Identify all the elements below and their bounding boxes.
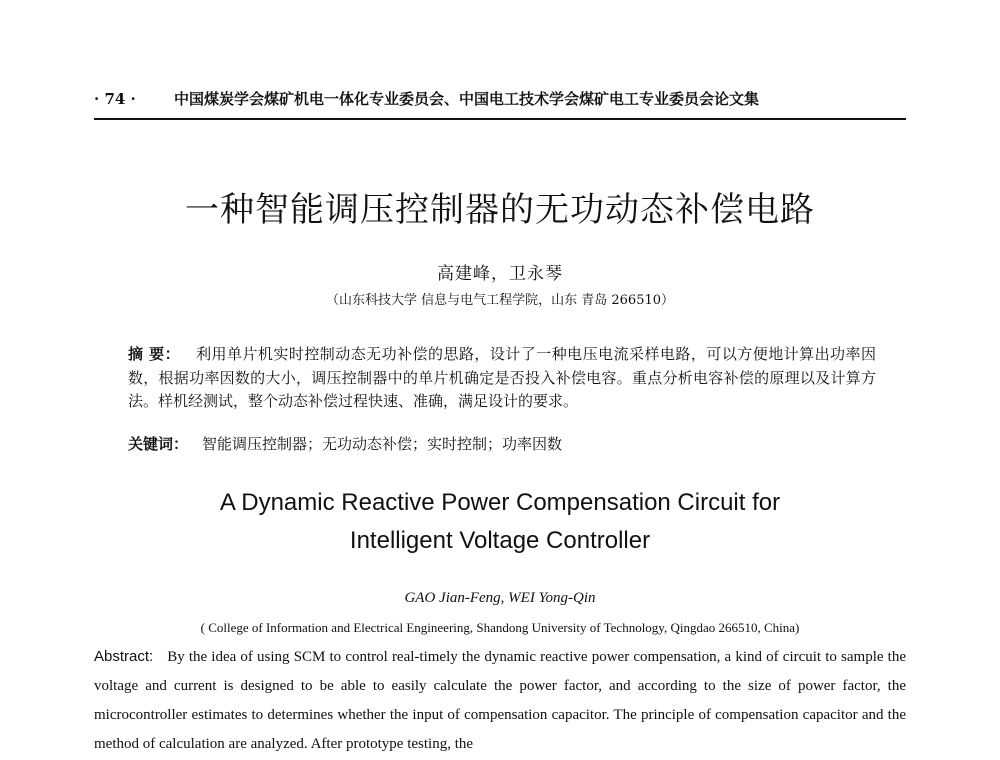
english-authors: GAO Jian-Feng, WEI Yong-Qin xyxy=(404,590,596,606)
page-number: · 74 · xyxy=(94,90,136,108)
chinese-keywords-text: 智能调压控制器；无功动态补偿；实时控制；功率因数 xyxy=(202,435,563,453)
english-abstract-text: By the idea of using SCM to control real-timely the dynamic reactive power compensation, a kind of circuit to sample the voltage and current is designed to be able to easily calculate the power factor, and according to the size of power factor, the microcontroller estimates to determines whether the input of compensation capacitor. The principle of compensation capacitor and the method of calculation are analyzed. After prototype testing, the xyxy=(94,649,906,752)
header-rule xyxy=(94,118,906,120)
english-abstract xyxy=(94,642,906,759)
running-header xyxy=(94,88,906,109)
chinese-keywords-label: 关键词： xyxy=(128,435,189,453)
english-title-line-2: Intelligent Voltage Controller xyxy=(349,527,651,554)
chinese-abstract-text: 利用单片机实时控制动态无功补偿的思路，设计了一种电压电流采样电路，可以方便地计算出功率因数，根据功率因数的大小，调压控制器中的单片机确定是否投入补偿电容。重点分析电容补偿的原理以及计算方法。样机经测试，整个动态补偿过程快速、准确，满足设计的要求。 xyxy=(128,345,876,410)
chinese-keywords xyxy=(128,433,876,457)
english-affiliation: ( College of Information and Electrical Engineering, Shandong University of Technology, Qingdao 266510, China) xyxy=(200,620,800,635)
english-abstract-label: Abstract: xyxy=(94,648,154,665)
journal-name: 中国煤炭学会煤矿机电一体化专业委员会、中国电工技术学会煤矿电工专业委员会论文集 xyxy=(174,90,760,108)
english-title xyxy=(0,484,1000,560)
chinese-abstract xyxy=(128,343,876,414)
chinese-title: 一种智能调压控制器的无功动态补偿电路 xyxy=(185,190,815,230)
english-title-line-1: A Dynamic Reactive Power Compensation Circuit for xyxy=(219,489,781,516)
chinese-affiliation: （山东科技大学 信息与电气工程学院，山东 青岛 266510） xyxy=(325,293,675,308)
chinese-abstract-label: 摘 要： xyxy=(128,345,181,363)
chinese-authors: 高建峰，卫永琴 xyxy=(437,264,563,284)
